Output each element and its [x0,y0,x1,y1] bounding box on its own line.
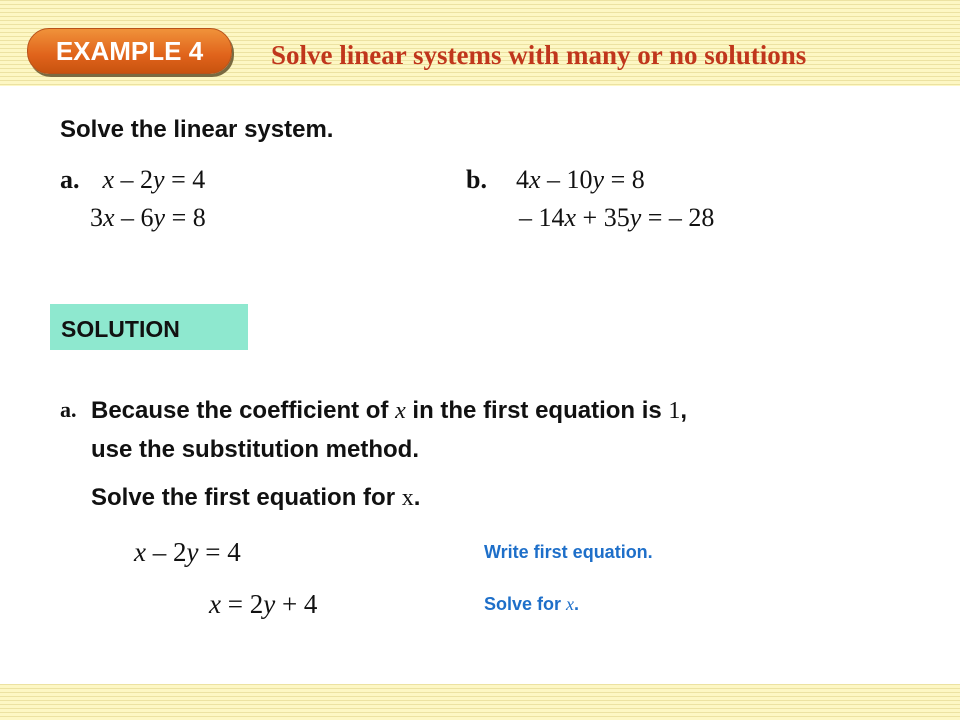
eq-term: = 4 [164,165,206,194]
eq-term: – 10 [540,165,593,194]
eq-term: y [186,537,199,567]
eq-term: + 4 [275,589,318,619]
system-b-eq1 [466,165,645,195]
eq-term: = 8 [165,203,206,232]
explanation-line-1 [91,397,687,425]
text-run: , [680,397,688,424]
system-b-label: b. [466,165,487,194]
page-title: Solve linear systems with many or no solutions [271,40,807,70]
number: 1 [668,398,681,424]
variable: x [395,398,406,424]
eq-term: 4 [515,165,529,194]
eq-term: – 2 [145,537,187,567]
eq-term: x [209,589,221,619]
text-run: in the first equation is [405,397,669,424]
variable: x [401,485,414,511]
solution-heading: SOLUTION [50,304,248,350]
system-a-eq1 [60,165,205,195]
eq-term: – 6 [114,203,154,232]
footer-band [0,684,960,720]
eq-term: y [153,165,165,194]
eq-term: y [592,165,605,194]
text-run: Solve for [484,594,567,614]
eq-term: y [153,203,166,232]
eq-term: = 2 [220,589,264,619]
step-2-note [484,594,579,615]
eq-term: = 4 [198,537,241,567]
eq-term: 3 [90,203,103,232]
eq-term: y [629,203,642,232]
eq-term: y [263,589,276,619]
eq-term: + 35 [576,203,630,232]
explanation-line-3 [91,484,420,512]
eq-term: – 2 [114,165,154,194]
system-b-eq2 [519,203,714,233]
system-a-eq2 [90,203,206,233]
problem-prompt: Solve the linear system. [60,116,334,143]
text-run: . [574,594,580,614]
variable: x [566,594,575,614]
example-badge: EXAMPLE 4 [27,28,232,74]
eq-term: = 8 [604,165,645,194]
eq-term: x [564,203,577,232]
explanation-line-2: use the substitution method. [91,436,419,463]
solution-part-label: a. [60,397,77,422]
step-1-note: Write first equation. [484,542,653,562]
step-1-equation [134,537,241,568]
eq-term: – 14 [519,203,565,232]
eq-term: = – 28 [641,203,715,232]
text-run: . [413,484,421,511]
eq-term: x [528,165,541,194]
text-run: Because the coefficient of [91,397,396,424]
step-2-equation [209,589,317,620]
eq-term: x [134,537,146,567]
text-run: Solve the first equation for [91,484,402,511]
eq-term: x [102,165,115,194]
system-a-label: a. [60,165,80,194]
eq-term: x [103,203,115,232]
